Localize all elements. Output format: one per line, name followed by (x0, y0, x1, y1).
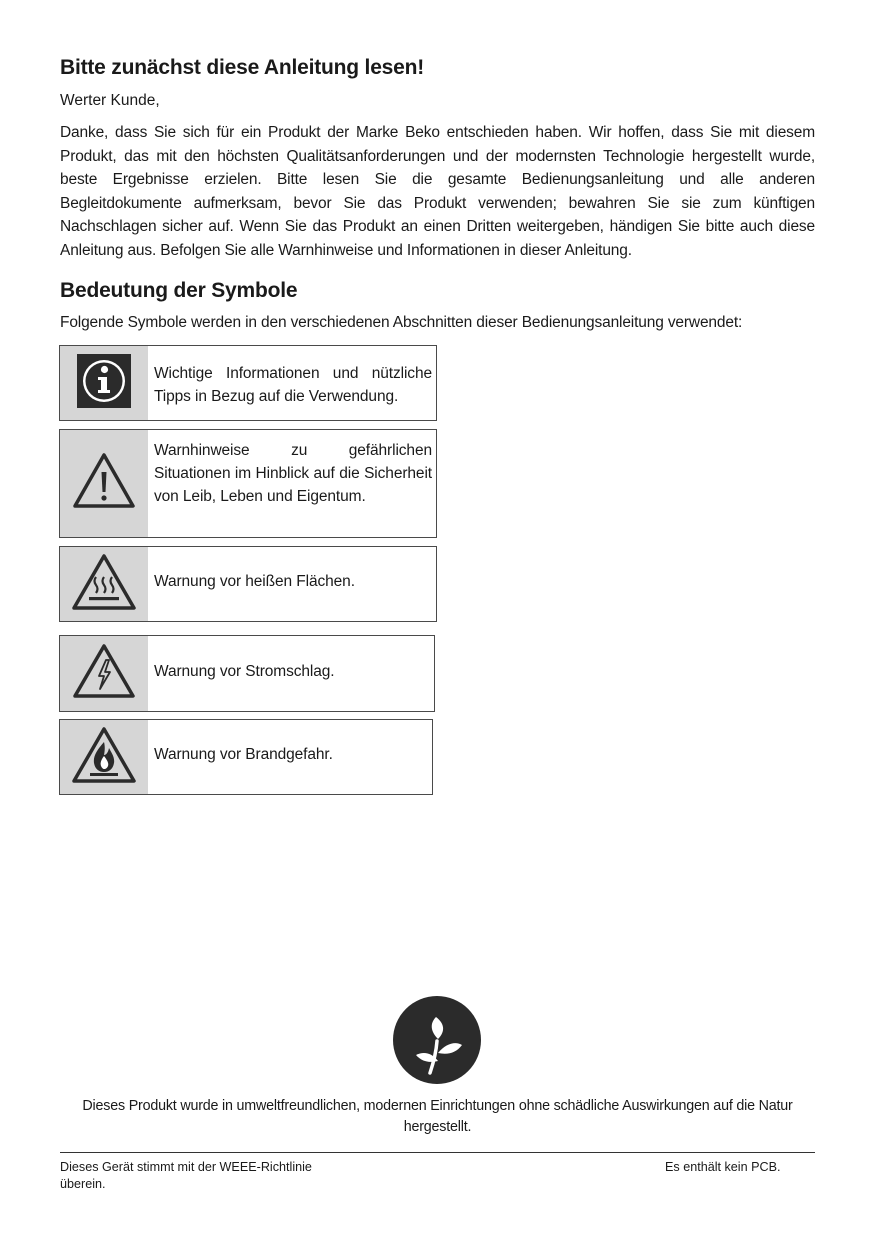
symbol-icon-cell (60, 720, 148, 794)
symbol-text: Wichtige Informationen und nützliche Tipps in Bezug auf die Verwendung. (154, 364, 432, 405)
symbol-text: Warnhinweise zu gefährlichen Situationen im Hinblick auf die Sicherheit von Leib, Leben und Eigentum. (154, 442, 432, 506)
symbol-row-electric-shock (59, 635, 435, 712)
symbols-intro: Folgende Symbole werden in den verschiedenen Abschnitten dieser Bedienungsanleitung verwendet: (60, 314, 743, 331)
symbol-text: Warnung vor Brandgefahr. (154, 746, 333, 764)
intro-paragraph: Danke, dass Sie sich für ein Produkt der Marke Beko entschieden haben. Wir hoffen, dass Sie mit diesem Produkt, das mit den höchsten Qualitätsanforderungen und der modernsten Technologie hergestellt wurde, beste Ergebnisse erzielen. Bitte lesen Sie die gesamte Bedienungsanleitung und alle anderen Begleitdokumente aufmerksam, bevor Sie das Produkt verwenden; bewahren Sie sie zum künftigen Nachschlagen sicher auf. Wenn Sie das Produkt an einen Dritten weitergeben, händigen Sie bitte auch diese Anleitung aus. Befolgen Sie alle Warnhinweise und Informationen in dieser Anleitung. (60, 124, 815, 259)
warning-icon (72, 452, 136, 515)
page-heading: Bitte zunächst diese Anleitung lesen! (60, 56, 425, 79)
footer-pcb: Es enthält kein PCB. (665, 1160, 781, 1174)
footer-weee: Dieses Gerät stimmt mit der WEEE-Richtlinie überein. (60, 1160, 312, 1191)
electric-shock-icon (72, 643, 136, 704)
symbol-text: Warnung vor heißen Flächen. (154, 573, 355, 591)
hot-surface-icon (71, 553, 137, 616)
eco-statement: Dieses Produkt wurde in umweltfreundlichen, modernen Einrichtungen ohne schädliche Auswirkungen auf die Natur hergestellt. (82, 1098, 793, 1135)
symbols-heading: Bedeutung der Symbole (60, 279, 298, 302)
symbol-icon-cell (60, 430, 148, 537)
symbol-icon-cell (60, 636, 148, 711)
symbol-icon-cell (60, 346, 148, 420)
symbol-row-fire-hazard (59, 719, 433, 795)
leaf-icon (392, 995, 482, 1090)
footer-divider (60, 1152, 815, 1153)
symbol-row-warning (59, 429, 437, 538)
greeting: Werter Kunde, (60, 92, 160, 109)
fire-hazard-icon (71, 726, 137, 789)
symbol-icon-cell (60, 547, 148, 621)
symbol-text: Warnung vor Stromschlag. (154, 662, 335, 680)
symbol-row-info (59, 345, 437, 421)
info-icon (76, 353, 132, 414)
symbol-row-hot-surface (59, 546, 437, 622)
